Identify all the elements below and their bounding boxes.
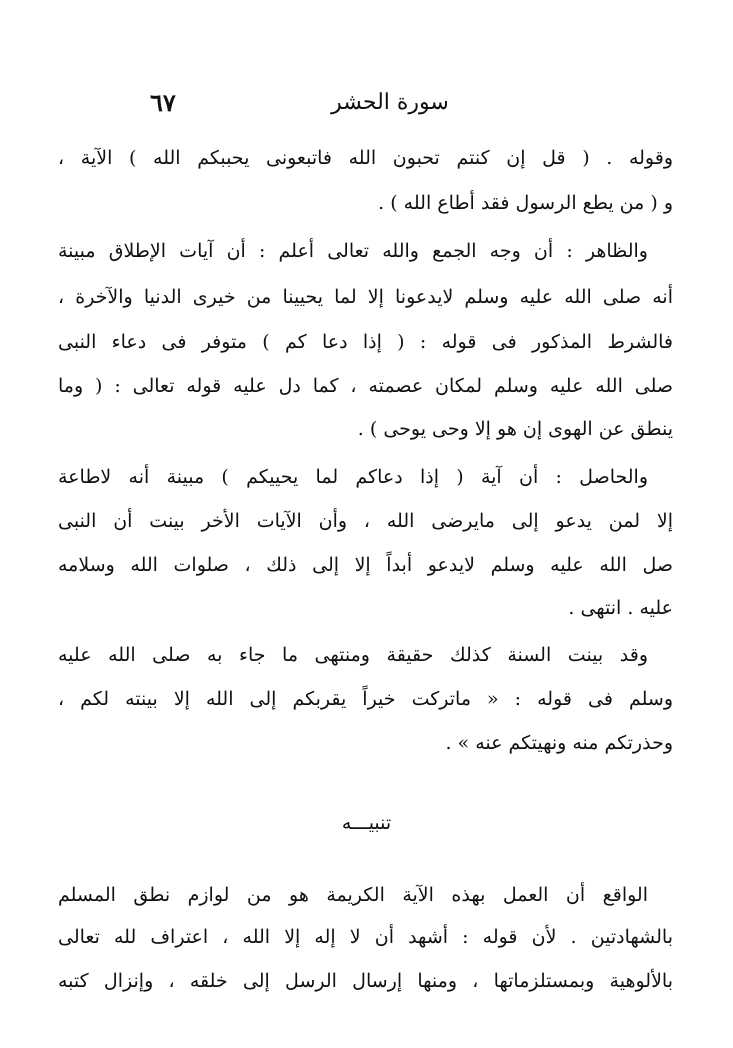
text-line: صلى الله عليه وسلم لمكان عصمته ، كما دل عليه قوله تعالى : ( وما [58, 375, 673, 397]
text-line: وسلم فى قوله : « ماتركت خيراً يقربكم إلى الله إلا بينته لكم ، [58, 688, 673, 710]
text-line: و ( من يطع الرسول فقد أطاع الله ) . [378, 192, 673, 214]
text-line: ينطق عن الهوى إن هو إلا وحى يوحى ) . [357, 418, 673, 440]
section-heading: تنبيـــه [341, 812, 392, 834]
running-title: سورة الحشر [331, 90, 449, 115]
text-line: الواقع أن العمل بهذه الآية الكريمة هو من لوازم نطق المسلم [58, 884, 648, 906]
text-line: والحاصل : أن آية ( إذا دعاكم لما يحييكم ) مبينة أنه لاطاعة [58, 466, 648, 488]
text-line: وحذرتكم منه ونهيتكم عنه » . [445, 732, 673, 754]
text-line: وقد بينت السنة كذلك حقيقة ومنتهى ما جاء به صلى الله عليه [58, 644, 648, 666]
page-number: ٦٧ [150, 88, 176, 117]
text-line: عليه . انتهى . [568, 597, 673, 619]
text-line: فالشرط المذكور فى قوله : ( إذا دعا كم ) متوفر فى دعاء النبى [58, 331, 673, 353]
text-line: وقوله . ( قل إن كنتم تحبون الله فاتبعونى يحببكم الله ) الآية ، [58, 147, 673, 169]
text-line: بالألوهية وبمستلزماتها ، ومنها إرسال الرسل إلى خلقه ، وإنزال كتبه [58, 970, 673, 992]
text-line: صل الله عليه وسلم لايدعو أبداً إلا إلى ذلك ، صلوات الله وسلامه [58, 554, 673, 576]
page-header [150, 88, 630, 122]
text-line: إلا لمن يدعو إلى مايرضى الله ، وأن الآيات الأخر بينت أن النبى [58, 510, 673, 532]
text-line: بالشهادتين . لأن قوله : أشهد أن لا إله إلا الله ، اعتراف لله تعالى [58, 926, 673, 948]
text-line: والظاهر : أن وجه الجمع والله تعالى أعلم : أن آيات الإطلاق مبينة [58, 240, 648, 262]
text-line: أنه صلى الله عليه وسلم لايدعونا إلا لما يحيينا من خيرى الدنيا والآخرة ، [58, 286, 673, 308]
